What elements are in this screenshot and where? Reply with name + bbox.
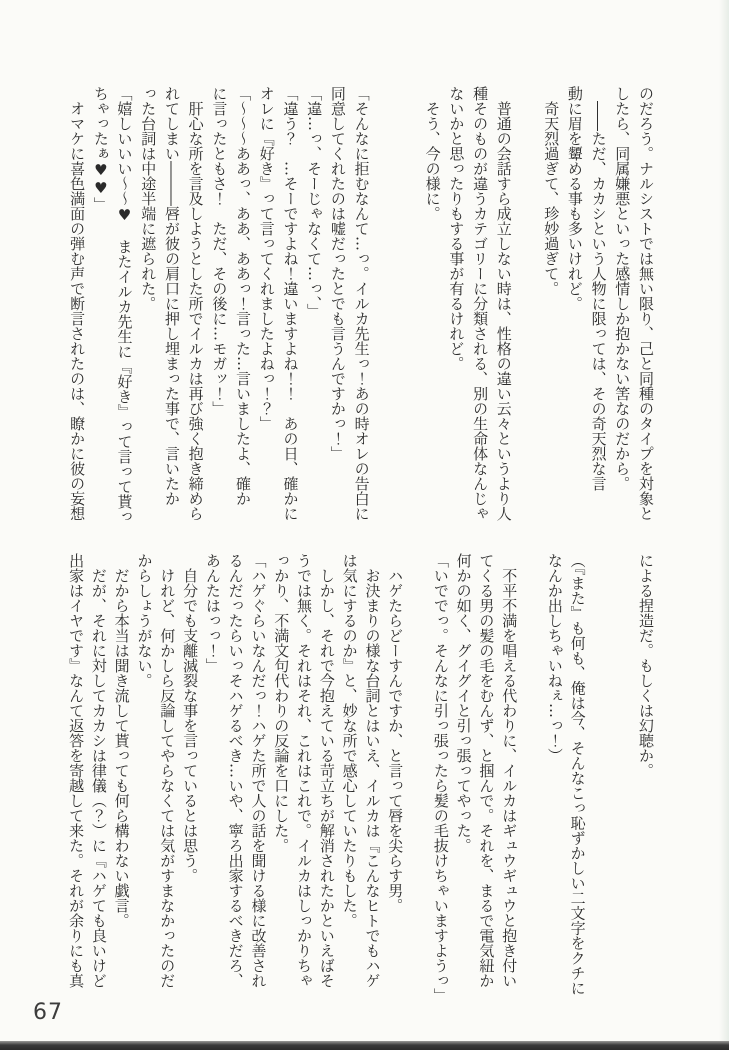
text-column: ハゲたらどーすんですか、と言って唇を尖らす男。: [386, 553, 405, 913]
page-number: 67: [33, 1000, 63, 1025]
text-column: 「違…っ、そーじゃなくて…っ、」: [305, 86, 324, 319]
text-column: 不平不満を唱える代わりに、イルカはギュウギュウと抱き付い: [500, 553, 519, 988]
text-column: 奇天烈過ぎて、珍妙過ぎて。: [542, 86, 561, 296]
text-column: 何かの如く、グイグイと引っ張ってやった。: [454, 553, 473, 853]
text-column: （『また』も何も、俺は今、そんなこっ恥ずかしい二文字をクチに: [568, 553, 587, 996]
text-column: 同意してくれたのは嘘だったとでも言うんですかっ！」: [328, 86, 347, 461]
text-column: けれど、何かしら反論してやらなくては気がすまなかったのだ: [158, 553, 177, 988]
text-column: お決まりの様な台詞とはいえ、イルカは『こんなヒトでもハゲ: [363, 553, 382, 988]
text-column: なんか出しちゃいねぇ…っ！）: [545, 553, 564, 763]
text-column: った台詞は中途半端に遮られた。: [139, 86, 158, 311]
text-column: しかし、それで今抱えている苛立ちが解消されたかといえばそ: [317, 553, 336, 988]
text-column: 「いででっ。そんなに引っ張ったら髪の毛抜けちゃいますようっ」: [431, 553, 450, 1003]
text-column: るんだったらいっそハゲるべき…いや、寧ろ出家するべきだろ、: [226, 553, 245, 988]
text-column: あんたはっっ！」: [203, 553, 222, 673]
text-column: だから本当は聞き流して貰っても何ら構わない戯言。: [112, 553, 131, 928]
text-column: うでは無く。それはそれ、これはこれで。イルカはしっかりちゃ: [295, 553, 314, 988]
text-column: てくる男の髪の毛をむんず、と掴んで。それを、まるで電気紐か: [477, 553, 496, 988]
text-column: 自分でも支離滅裂な事を言っているとは思う。: [181, 553, 200, 883]
text-column: 動に眉を顰める事も多いけれど。: [565, 86, 584, 311]
text-column: 「違う？ …そーですよね！違いますよね！！ あの日、確かに: [281, 86, 300, 521]
text-column: 「ハゲぐらいなんだっ！ハゲた所で人の話を聞ける様に改善され: [249, 553, 268, 988]
text-column: 出家はイヤです』なんて返答を寄越して来た。それが余りにも真: [67, 553, 86, 988]
text-column: 肝心な所を言及しようとした所でイルカは再び強く抱き締めら: [186, 86, 205, 521]
text-column: オレに『好き』って言ってくれましたよねっ！？」: [257, 86, 276, 431]
text-column: に言ったともさ！ ただ、その後に…モガッ！」: [210, 86, 229, 416]
text-column: れてしまい―――唇が彼の肩口に押し埋まった事で、言いたか: [162, 86, 181, 506]
text-column: 普通の会話すら成立しない時は、性格の違い云々というより人: [494, 86, 513, 521]
scan-bottom-edge-band: [0, 1041, 729, 1050]
text-block-top: [64, 86, 657, 526]
text-column: 種そのものが違うカテゴリーに分類される、別の生命体なんじゃ: [471, 86, 490, 521]
page-right-edge-shadow: [719, 0, 729, 1050]
text-column: っかり、不満文句代わりの反論を口にした。: [272, 553, 291, 853]
text-column: したら、同属嫌悪といった感情しか抱かない筈なのだから。: [613, 86, 632, 491]
text-column: による捏造だ。もしくは幻聴か。: [637, 553, 655, 778]
text-column: そう、今の様に。: [423, 86, 442, 221]
text-column: ちゃったぁ♥♥」: [91, 86, 110, 212]
text-column: 「嬉しいいい～～♥ またイルカ先生に『好き』って言って貰っ: [115, 86, 134, 524]
text-column: だが、それに対してカカシは律儀（？）に『ハゲても良いけど: [89, 553, 108, 988]
text-column: のだろう。ナルシストでは無い限り、己と同種のタイプを対象と: [637, 86, 655, 521]
text-column: ないかと思ったりもする事が有るけれど。: [447, 86, 466, 371]
text-column: 「そんなに拒むなんて…っ。イルカ先生っ！あの時オレの告白に: [352, 86, 371, 521]
text-block-bottom: [64, 553, 657, 1009]
text-column: オマケに喜色満面の弾む声で断言されたのは、瞭かに彼の妄想: [68, 86, 87, 521]
text-column: からしょうがない。: [135, 553, 154, 688]
text-column: 「～～～ああっ、ああ、ああっ！言った…言いましたよ、確か: [234, 86, 253, 506]
text-column: ――ただ、カカシという人物に限っては、その奇天烈な言: [589, 86, 608, 491]
text-column: は気にするのか』と、妙な所で感心していたりもした。: [340, 553, 359, 928]
